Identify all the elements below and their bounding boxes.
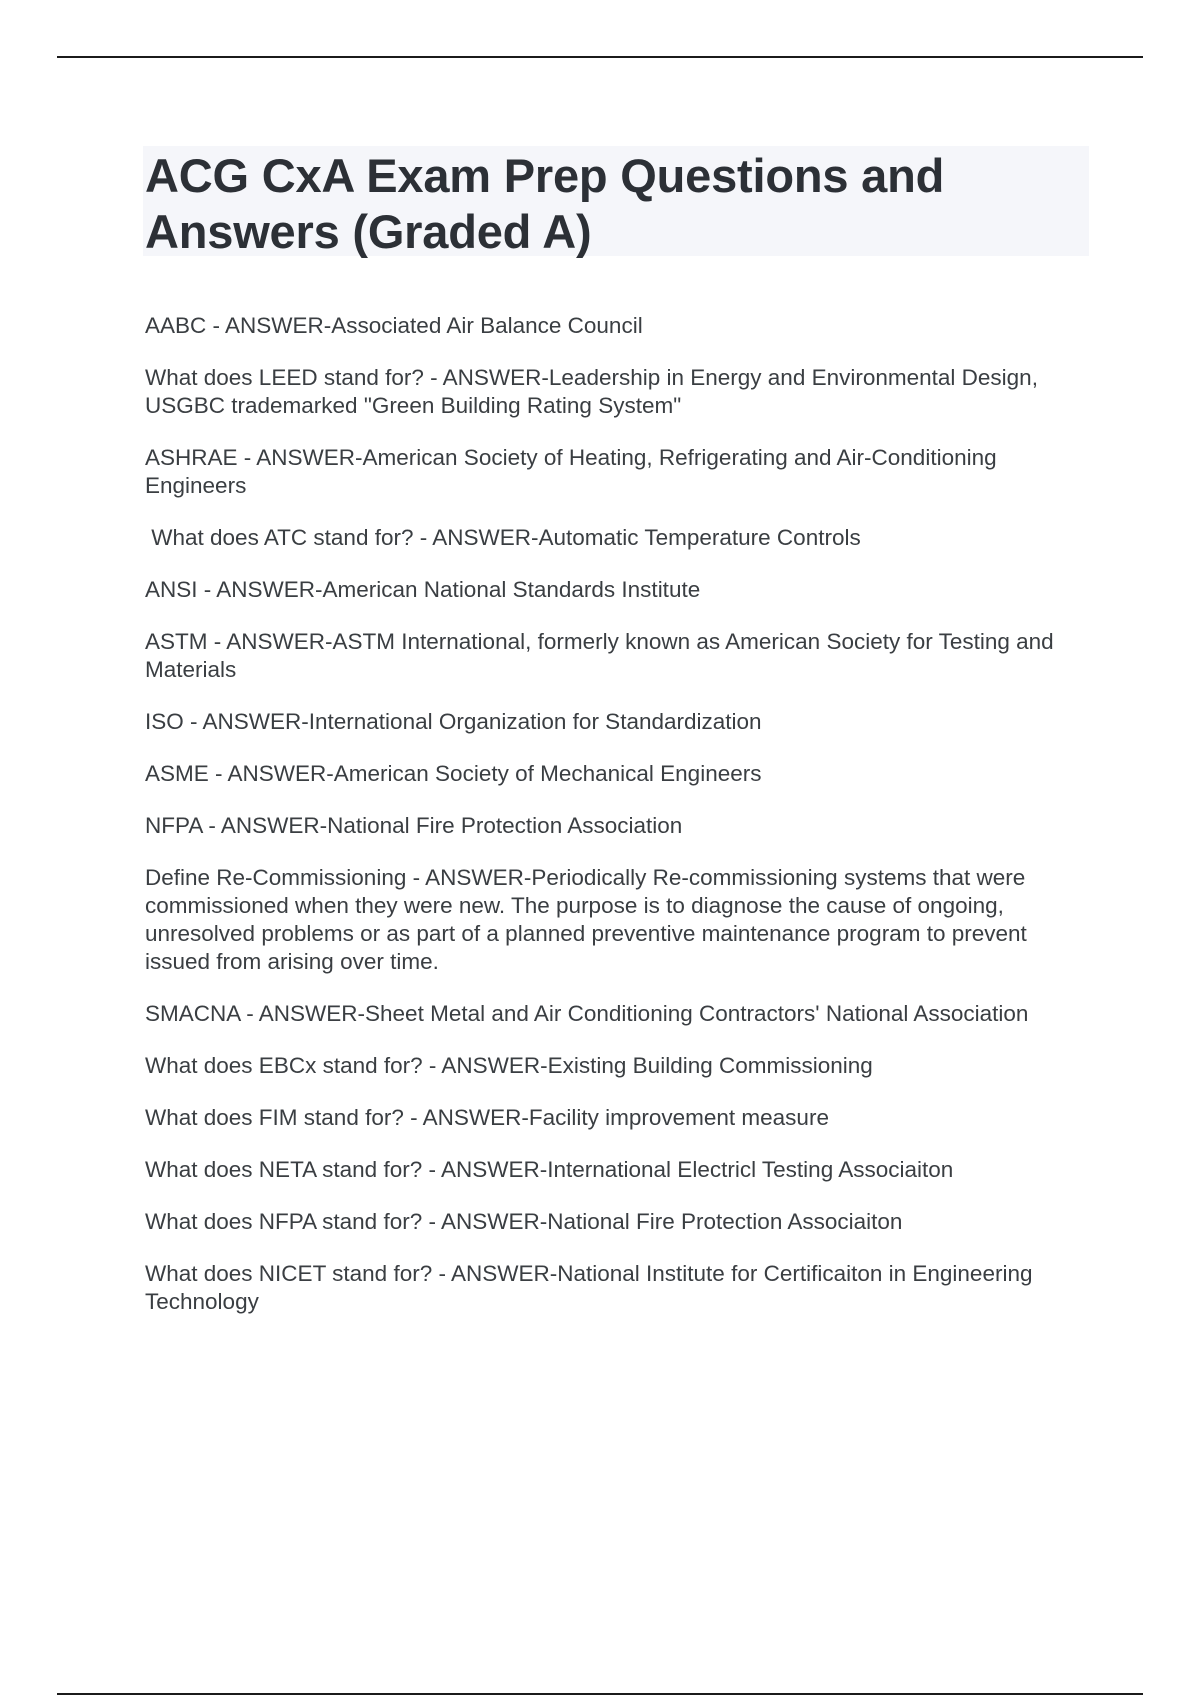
qa-item-astm: ASTM - ANSWER-ASTM International, formerly known as American Society for Testing and Materials — [145, 629, 1054, 682]
qa-item-smacna: SMACNA - ANSWER-Sheet Metal and Air Conditioning Contractors' National Association — [145, 1001, 1029, 1026]
qa-item-neta: What does NETA stand for? - ANSWER-International Electricl Testing Associaiton — [145, 1157, 954, 1182]
top-divider — [57, 56, 1143, 58]
qa-item-nicet: What does NICET stand for? - ANSWER-National Institute for Certificaiton in Engineering Technology — [145, 1261, 1033, 1314]
qa-item-nfpa-question: What does NFPA stand for? - ANSWER-National Fire Protection Associaiton — [145, 1209, 903, 1234]
qa-item-aabc: AABC - ANSWER-Associated Air Balance Council — [145, 313, 643, 338]
qa-item-atc: What does ATC stand for? - ANSWER-Automatic Temperature Controls — [145, 525, 861, 550]
qa-item-ansi: ANSI - ANSWER-American National Standards Institute — [145, 577, 701, 602]
qa-item-recommissioning: Define Re-Commissioning - ANSWER-Periodically Re-commissioning systems that were commissioned when they were new. The purpose is to diagnose the cause of ongoing, unresolved problems or as part of a planned preventive maintenance program to prevent issued from arising over time. — [145, 865, 1027, 974]
qa-item-fim: What does FIM stand for? - ANSWER-Facility improvement measure — [145, 1105, 829, 1130]
qa-item-leed: What does LEED stand for? - ANSWER-Leadership in Energy and Environmental Design, USGBC trademarked "Green Building Rating System" — [145, 365, 1038, 418]
qa-list — [145, 312, 1085, 1340]
qa-item-asme: ASME - ANSWER-American Society of Mechanical Engineers — [145, 761, 762, 786]
page-title: ACG CxA Exam Prep Questions and Answers (Graded A) — [145, 149, 945, 258]
qa-item-ashrae: ASHRAE - ANSWER-American Society of Heating, Refrigerating and Air-Conditioning Engineers — [145, 445, 997, 498]
qa-item-iso: ISO - ANSWER-International Organization for Standardization — [145, 709, 762, 734]
title-banner — [143, 146, 1089, 256]
bottom-divider — [57, 1693, 1143, 1695]
qa-item-nfpa: NFPA - ANSWER-National Fire Protection Association — [145, 813, 683, 838]
qa-item-ebcx: What does EBCx stand for? - ANSWER-Existing Building Commissioning — [145, 1053, 873, 1078]
